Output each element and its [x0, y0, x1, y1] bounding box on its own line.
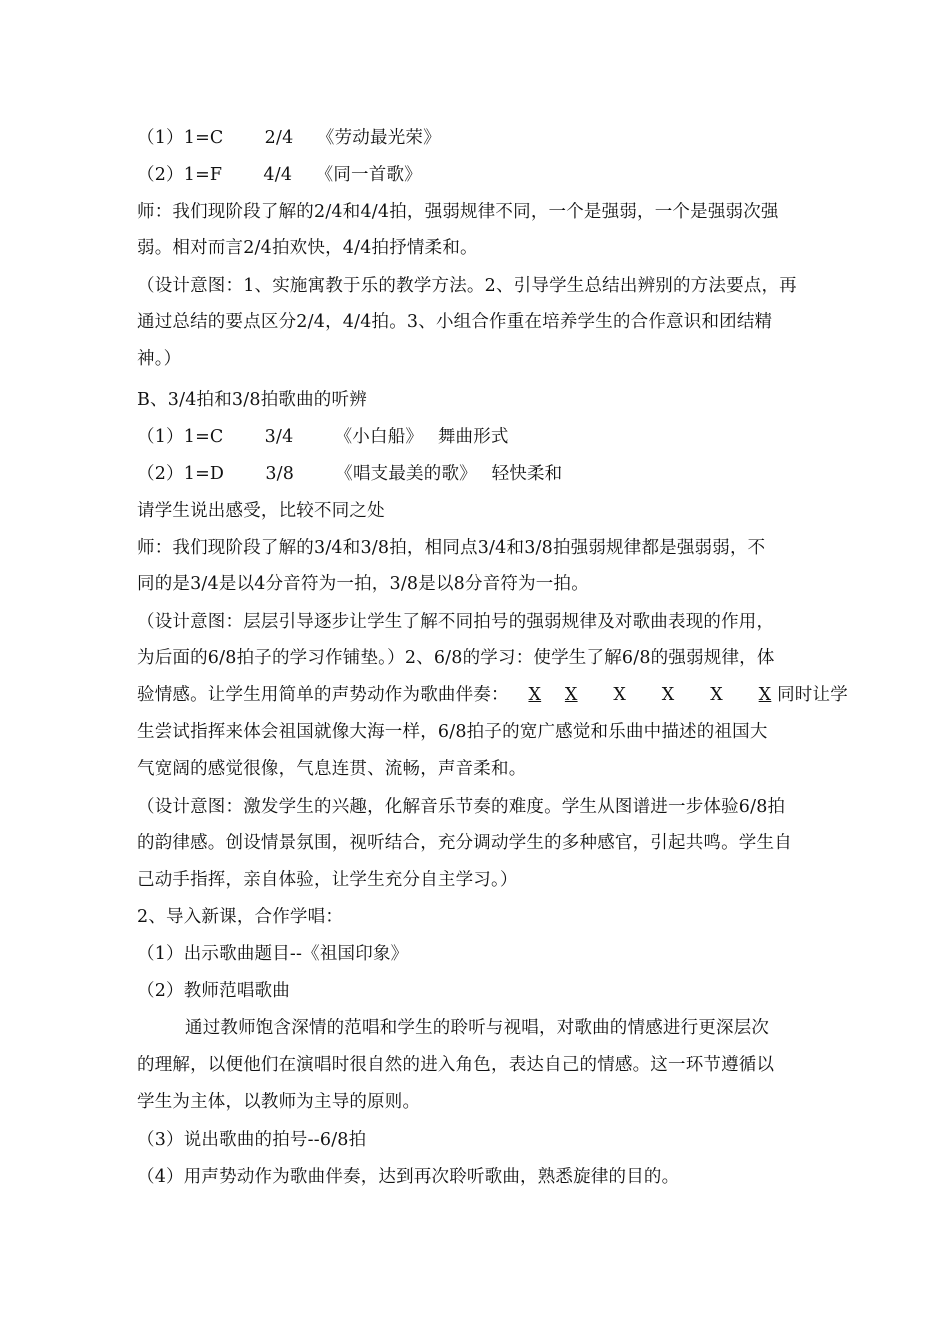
list-item: （1）出示歌曲题目--《祖国印象》 [137, 944, 409, 964]
list-item: （2）教师范唱歌曲 [137, 981, 290, 1001]
list-item: （2）1=F 4/4 《同一首歌》 [137, 165, 422, 185]
rhythm-notation [514, 685, 777, 705]
paragraph-line: 师：我们现阶段了解的3/4和3/8拍，相同点3/4和3/8拍强弱规律都是强弱弱，不 [137, 538, 766, 558]
text-segment: 验情感。让学生用简单的声势动作为歌曲伴奏： [137, 685, 509, 705]
paragraph-line [137, 684, 848, 706]
paragraph-line: 学生为主体，以教师为主导的原则。 [137, 1092, 421, 1112]
paragraph-line: 同的是3/4是以4分音符为一拍，3/8是以8分音符为一拍。 [137, 574, 589, 594]
list-item: （2）1=D 3/8 《唱支最美的歌》 轻快柔和 [137, 464, 563, 484]
paragraph-line: 的理解，以便他们在演唱时很自然的进入角色，表达自己的情感。这一环节遵循以 [137, 1055, 775, 1075]
rhythm-note: X [661, 685, 675, 705]
paragraph-line: 请学生说出感受，比较不同之处 [137, 501, 385, 521]
rhythm-note: X [528, 685, 542, 705]
rhythm-note: X [613, 685, 627, 705]
list-item: （3）说出歌曲的拍号--6/8拍 [137, 1130, 367, 1150]
paragraph-line: 的韵律感。创设情景氛围，视听结合，充分调动学生的多种感官，引起共鸣。学生自 [137, 833, 792, 853]
section-heading: 2、导入新课，合作学唱： [137, 907, 344, 927]
rhythm-note: X [710, 685, 723, 705]
paragraph-line: （设计意图：1、实施寓教于乐的教学方法。2、引导学生总结出辨别的方法要点，再 [137, 276, 797, 296]
paragraph-line: 师：我们现阶段了解的2/4和4/4拍，强弱规律不同，一个是强弱，一个是强弱次强 [137, 202, 779, 222]
section-heading: B、3/4拍和3/8拍歌曲的听辨 [137, 390, 367, 410]
paragraph-line: 生尝试指挥来体会祖国就像大海一样，6/8拍子的宽广感觉和乐曲中描述的祖国大 [137, 722, 768, 742]
paragraph-line: 弱。相对而言2/4拍欢快，4/4拍抒情柔和。 [137, 238, 478, 258]
rhythm-note: X [758, 685, 772, 705]
text-segment: 同时让学 [777, 685, 848, 705]
paragraph-line: （设计意图：激发学生的兴趣，化解音乐节奏的难度。学生从图谱进一步体验6/8拍 [137, 797, 786, 817]
paragraph-line: 通过总结的要点区分2/4，4/4拍。3、小组合作重在培养学生的合作意识和团结精 [137, 312, 773, 332]
paragraph-line: 气宽阔的感觉很像，气息连贯、流畅，声音柔和。 [137, 759, 527, 779]
paragraph-line: 为后面的6/8拍子的学习作铺垫。）2、6/8的学习：使学生了解6/8的强弱规律，体 [137, 648, 775, 668]
list-item: （4）用声势动作为歌曲伴奏，达到再次聆听歌曲，熟悉旋律的目的。 [137, 1167, 680, 1187]
paragraph-line: 己动手指挥，亲自体验，让学生充分自主学习。） [137, 870, 518, 890]
paragraph-line: 通过教师饱含深情的范唱和学生的聆听与视唱，对歌曲的情感进行更深层次 [185, 1018, 770, 1038]
rhythm-note: X [564, 685, 578, 705]
paragraph-line: 神。） [137, 349, 182, 369]
list-item: （1）1=C 2/4 《劳动最光荣》 [137, 128, 441, 148]
paragraph-line: （设计意图：层层引导逐步让学生了解不同拍号的强弱规律及对歌曲表现的作用， [137, 612, 775, 632]
list-item: （1）1=C 3/4 《小白船》 舞曲形式 [137, 427, 509, 447]
